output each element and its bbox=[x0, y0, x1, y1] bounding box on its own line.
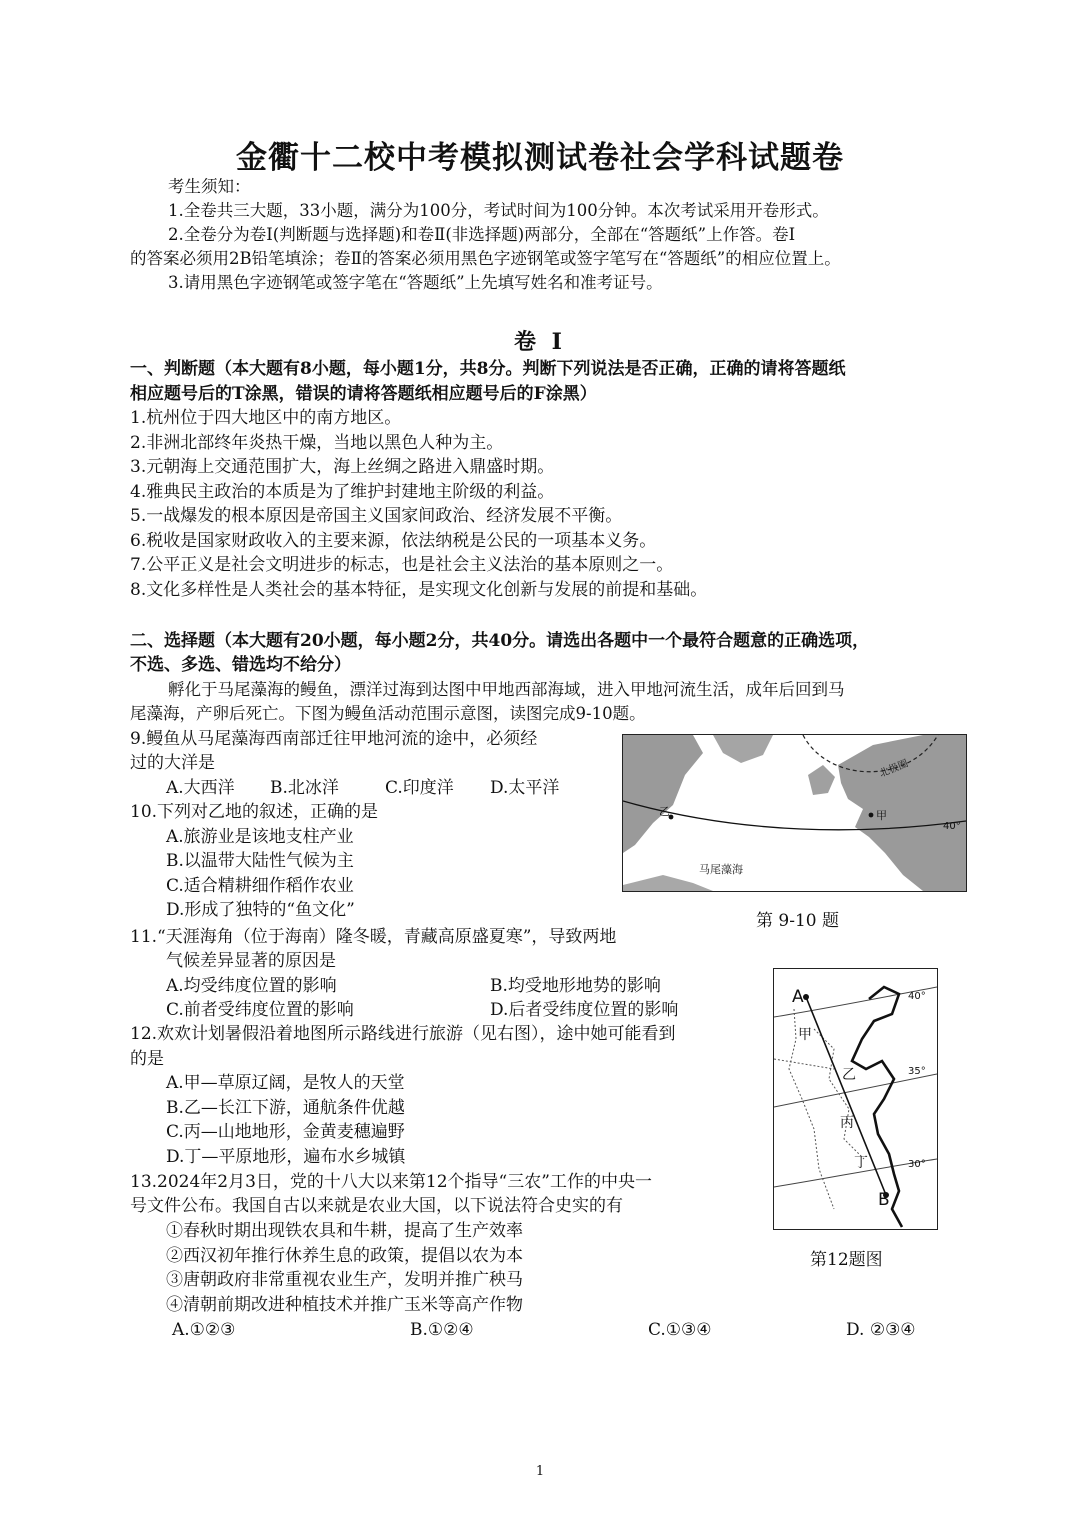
volume-title: 卷 Ⅰ bbox=[514, 329, 566, 355]
q10-option: A.旅游业是该地支柱产业 bbox=[166, 827, 354, 847]
label-B: B bbox=[878, 1190, 890, 1210]
section2-heading: 二、选择题（本大题有20小题，每小题2分，共40分。请选出各题中一个最符合题意的正确选项， bbox=[130, 631, 870, 651]
label-lat40: 40° bbox=[908, 991, 926, 1002]
label-A: A bbox=[792, 987, 804, 1007]
q11-stem: 气候差异显著的原因是 bbox=[166, 951, 336, 971]
figure1-caption: 第 9-10 题 bbox=[756, 911, 839, 931]
lat40-label: 40° bbox=[943, 821, 961, 832]
q11-stem: 11.“天涯海角（位于海南）隆冬暖，青藏高原盛夏寒”，导致两地 bbox=[130, 927, 617, 947]
page-number: 1 bbox=[535, 1464, 545, 1479]
arctic-circle-label: 北极圈 bbox=[878, 758, 910, 780]
q12-option: C.丙—山地地形，金黄麦穗遍野 bbox=[166, 1122, 405, 1142]
q13-option: A.①②③ bbox=[172, 1320, 236, 1340]
q9-stem: 过的大洋是 bbox=[130, 753, 215, 773]
judgment-item: 8.文化多样性是人类社会的基本特征，是实现文化创新与发展的前提和基础。 bbox=[130, 580, 708, 600]
south-land bbox=[623, 875, 713, 891]
q10-option: C.适合精耕细作稻作农业 bbox=[166, 876, 354, 896]
section1-heading: 相应题号后的T涂黑，错误的请将答题纸相应题号后的F涂黑） bbox=[130, 384, 597, 404]
point-jia bbox=[869, 813, 874, 818]
q11-option: C.前者受纬度位置的影响 bbox=[166, 1000, 354, 1020]
greenland-land bbox=[713, 735, 773, 763]
label-jia: 甲 bbox=[798, 1027, 812, 1043]
section2-intro: 孵化于马尾藻海的鳗鱼，漂洋过海到达图中甲地西部海域，进入甲地河流生活，成年后回到马 bbox=[168, 680, 845, 699]
label-lat30: 30° bbox=[908, 1159, 926, 1170]
q9-option: A.大西洋 bbox=[166, 778, 235, 798]
q13-option: C.①③④ bbox=[648, 1320, 712, 1340]
eel-range-map bbox=[622, 734, 967, 892]
judgment-item: 1.杭州位于四大地区中的南方地区。 bbox=[130, 408, 402, 428]
europe-africa-land bbox=[838, 735, 966, 891]
q12-option: D.丁—平原地形，遍布水乡城镇 bbox=[166, 1147, 406, 1167]
q12-stem: 12.欢欢计划暑假沿着地图所示路线进行旅游（见右图），途中她可能看到 bbox=[130, 1024, 676, 1044]
q13-statement: ②西汉初年推行休养生息的政策，提倡以农为本 bbox=[166, 1246, 523, 1266]
judgment-item: 7.公平正义是社会文明进步的标志，也是社会主义法治的基本原则之一。 bbox=[130, 555, 674, 575]
label-lat35: 35° bbox=[908, 1066, 926, 1077]
q12-option: B.乙—长江下游，通航条件优越 bbox=[166, 1098, 405, 1118]
section2-heading: 不选、多选、错选均不给分） bbox=[130, 655, 351, 675]
judgment-item: 3.元朝海上交通范围扩大，海上丝绸之路进入鼎盛时期。 bbox=[130, 457, 555, 477]
q13-statement: ①春秋时期出现铁农具和牛耕，提高了生产效率 bbox=[166, 1221, 523, 1241]
notice-heading: 考生须知： bbox=[168, 177, 251, 196]
q11-option: B.均受地形地势的影响 bbox=[490, 976, 661, 996]
judgment-item: 5.一战爆发的根本原因是帝国主义国家间政治、经济发展不平衡。 bbox=[130, 506, 623, 526]
q9-option: C.印度洋 bbox=[385, 778, 454, 798]
q9-option: B.北冰洋 bbox=[270, 778, 339, 798]
q9-stem: 9.鳗鱼从马尾藻海西南部迁往甲地河流的途中，必须经 bbox=[130, 729, 538, 749]
sargasso-sea-label: 马尾藻海 bbox=[699, 863, 743, 876]
judgment-item: 6.税收是国家财政收入的主要来源，依法纳税是公民的一项基本义务。 bbox=[130, 531, 657, 551]
label-ding: 丁 bbox=[854, 1155, 868, 1171]
q13-option: B.①②④ bbox=[410, 1320, 474, 1340]
q11-option: D.后者受纬度位置的影响 bbox=[490, 1000, 679, 1020]
yi-label: 乙 bbox=[659, 805, 670, 818]
route-line bbox=[806, 997, 886, 1195]
section1-heading: 一、判断题（本大题有8小题，每小题1分，共8分。判断下列说法是否正确，正确的请将答题纸 bbox=[130, 359, 846, 379]
figure2-caption: 第12题图 bbox=[810, 1250, 883, 1270]
q10-option: D.形成了独特的“鱼文化” bbox=[166, 900, 355, 920]
q12-option: A.甲—草原辽阔，是牧人的天堂 bbox=[166, 1073, 405, 1093]
q13-stem: 13.2024年2月3日，党的十八大以来第12个指导“三农”工作的中央一 bbox=[130, 1172, 652, 1192]
eel-map-svg bbox=[623, 735, 966, 891]
section2-intro: 尾藻海，产卵后死亡。下图为鳗鱼活动范围示意图，读图完成9-10题。 bbox=[130, 704, 646, 723]
q9-option: D.太平洋 bbox=[490, 778, 560, 798]
notice-item: 2.全卷分为卷Ⅰ(判断题与选择题)和卷Ⅱ(非选择题)两部分，全部在“答题纸”上作答。卷Ⅰ bbox=[168, 225, 796, 244]
q12-stem: 的是 bbox=[130, 1049, 164, 1069]
q13-statement: ④清朝前期改进种植技术并推广玉米等高产作物 bbox=[166, 1295, 523, 1315]
jia-label: 甲 bbox=[876, 809, 887, 822]
label-bing: 丙 bbox=[840, 1115, 854, 1131]
britain-land bbox=[808, 765, 835, 795]
route-map bbox=[773, 968, 938, 1230]
q13-statement: ③唐朝政府非常重视农业生产，发明并推广秧马 bbox=[166, 1270, 523, 1290]
point-A bbox=[803, 994, 809, 1000]
judgment-item: 2.非洲北部终年炎热干燥，当地以黑色人种为主。 bbox=[130, 433, 504, 453]
q13-stem: 号文件公布。我国自古以来就是农业大国，以下说法符合史实的有 bbox=[130, 1196, 623, 1216]
notice-item: 1.全卷共三大题，33小题，满分为100分，考试时间为100分钟。本次考试采用开卷形式。 bbox=[168, 201, 829, 220]
route-map-svg bbox=[774, 969, 937, 1229]
judgment-item: 4.雅典民主政治的本质是为了维护封建地主阶级的利益。 bbox=[130, 482, 555, 502]
notice-item: 3.请用黑色字迹钢笔或签字笔在“答题纸”上先填写姓名和准考证号。 bbox=[168, 273, 663, 292]
page-title: 金衢十二校中考模拟测试卷社会学科试题卷 bbox=[236, 140, 844, 176]
q10-option: B.以温带大陆性气候为主 bbox=[166, 851, 354, 871]
q11-option: A.均受纬度位置的影响 bbox=[166, 976, 337, 996]
q10-stem: 10.下列对乙地的叙述，正确的是 bbox=[130, 802, 379, 822]
north-america-land bbox=[623, 735, 703, 853]
notice-item: 的答案必须用2B铅笔填涂；卷Ⅱ的答案必须用黑色字迹钢笔或签字笔写在“答题纸”的相应位置上。 bbox=[130, 249, 841, 268]
label-yi: 乙 bbox=[842, 1067, 856, 1083]
q13-option: D. ②③④ bbox=[846, 1320, 916, 1340]
coastline bbox=[852, 987, 902, 1227]
province-border bbox=[774, 1059, 834, 1069]
